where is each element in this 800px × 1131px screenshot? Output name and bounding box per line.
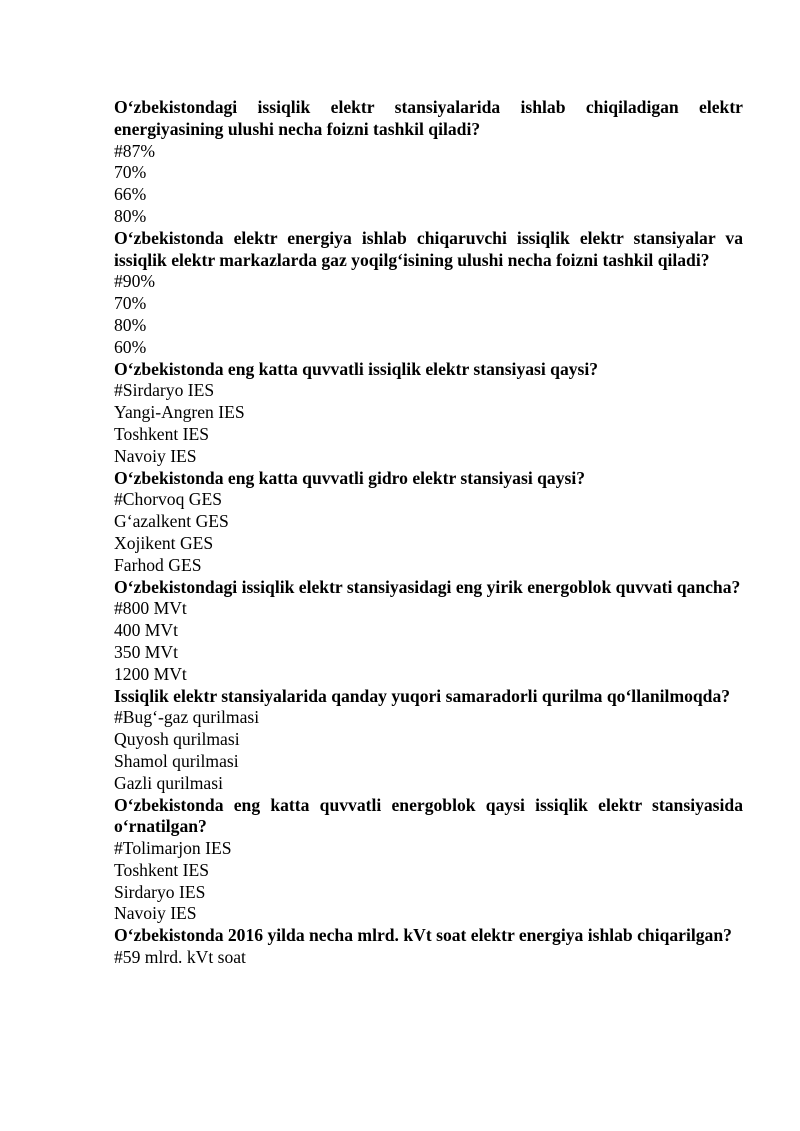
answer-option: 350 MVt	[114, 641, 179, 662]
question-text: O‘zbekistonda 2016 yilda necha mlrd. kVt soat elektr energiya ishlab chiqarilgan?	[114, 925, 732, 946]
document-page	[114, 97, 743, 969]
answer-option: Farhod GES	[114, 554, 202, 575]
answer-option-correct: #Tolimarjon IES	[114, 838, 232, 859]
answer-option-correct: #Sirdaryo IES	[114, 380, 215, 401]
answer-option-correct: #Chorvoq GES	[114, 489, 223, 510]
answer-option-correct: #90%	[114, 271, 156, 292]
question-block	[114, 359, 743, 468]
answer-option-correct: #59 mlrd. kVt soat	[114, 947, 246, 968]
answer-option: 70%	[114, 293, 147, 314]
answer-option: Quyosh qurilmasi	[114, 729, 240, 750]
question-text: O‘zbekistonda eng katta quvvatli gidro elektr stansiyasi qaysi?	[114, 467, 586, 488]
answer-option: 66%	[114, 184, 147, 205]
answer-option: Toshkent IES	[114, 859, 210, 880]
question-text: O‘zbekistondagi issiqlik elektr stansiyalarida ishlab chiqiladigan elektr energiyasining ulushi necha foizni tashkil qiladi?	[114, 97, 743, 139]
answer-option: 80%	[114, 205, 147, 226]
question-text: O‘zbekistonda elektr energiya ishlab chiqaruvchi issiqlik elektr stansiyalar va issiqlik elektr markazlarda gaz yoqilg‘isining ulushi necha foizni tashkil qiladi?	[114, 227, 743, 270]
answer-option: G‘azalkent GES	[114, 511, 229, 532]
answer-option: Yangi-Angren IES	[114, 402, 245, 423]
question-block	[114, 468, 743, 577]
question-block	[114, 577, 743, 686]
answer-option: 1200 MVt	[114, 663, 187, 684]
answer-option-correct: #Bug‘-gaz qurilmasi	[114, 707, 260, 728]
question-block	[114, 228, 743, 359]
question-block	[114, 686, 743, 795]
answer-option: Shamol qurilmasi	[114, 750, 239, 771]
question-block	[114, 97, 743, 228]
answer-option: Toshkent IES	[114, 423, 210, 444]
answer-option: 400 MVt	[114, 620, 179, 641]
answer-option-correct: #800 MVt	[114, 598, 187, 619]
question-text: O‘zbekistonda eng katta quvvatli energoblok qaysi issiqlik elektr stansiyasida o‘rnatilgan?	[114, 794, 743, 837]
question-block	[114, 795, 743, 926]
answer-option: Gazli qurilmasi	[114, 772, 223, 793]
answer-option: Navoiy IES	[114, 445, 197, 466]
answer-option: Navoiy IES	[114, 903, 197, 924]
question-text: O‘zbekistondagi issiqlik elektr stansiyasidagi eng yirik energoblok quvvati qancha?	[114, 576, 741, 597]
answer-option: 70%	[114, 162, 147, 183]
question-text: O‘zbekistonda eng katta quvvatli issiqlik elektr stansiyasi qaysi?	[114, 358, 599, 379]
question-block	[114, 925, 743, 969]
answer-option: Xojikent GES	[114, 532, 214, 553]
answer-option: Sirdaryo IES	[114, 881, 206, 902]
answer-option-correct: #87%	[114, 140, 156, 161]
answer-option: 80%	[114, 314, 147, 335]
question-text: Issiqlik elektr stansiyalarida qanday yuqori samaradorli qurilma qo‘llanilmoqda?	[114, 685, 731, 706]
answer-option: 60%	[114, 336, 147, 357]
